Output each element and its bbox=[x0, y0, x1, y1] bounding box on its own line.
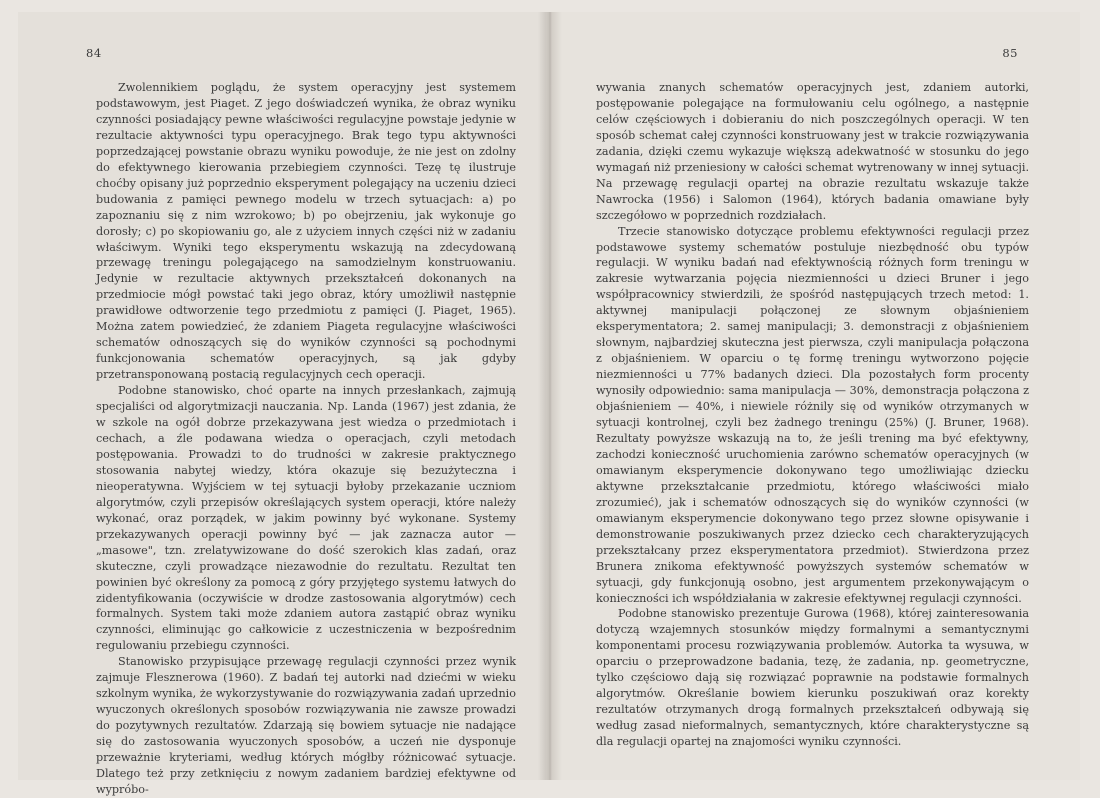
page-number: 85 bbox=[1002, 46, 1018, 60]
page-body bbox=[96, 80, 516, 798]
paragraph: Podobne stanowisko, choć oparte na innych przesłankach, zajmują specjaliści od algorytmizacji nauczania. Np. Landa (1967) jest zdania, że w szkole na ogół dobrze przekazywana jest wiedza o przedmiotach i cechach, a źle podawana wiedza o operacjach, czyli metodach postępowania. Prowadzi to do trudności w zakresie praktycznego stosowania nabytej wiedzy, która okazuje się bezużyteczna i nieoperatywna. Wyjściem w tej sytuacji byłoby przekazanie uczniom algorytmów, czyli przepisów określających system operacji, które należy wykonać, oraz porządek, w jakim powinny być wykonane. Systemy przekazywanych operacji powinny być — jak zaznacza autor — „masowe", tzn. zrelatywizowane do dość szerokich klas zadań, oraz skuteczne, czyli prowadzące niezawodnie do rezultatu. Rezultat ten powinien być określony za pomocą z góry przyjętego systemu łatwych do zidentyfikowania (oczywiście w drodze zastosowania algorytmów) cech formalnych. System taki może zdaniem autora zastąpić obraz wyniku czynności, eliminując go całkowicie z uczestniczenia w bezpośrednim regulowaniu przebiegu czynności. bbox=[96, 384, 516, 653]
paragraph: Stanowisko przypisujące przewagę regulacji czynności przez wynik zajmuje Flesznerowa (1960). Z badań tej autorki nad dziećmi w wieku szkolnym wynika, że wykorzystywanie do rozwiązywania zadań uprzednio wyuczonych określonych sposobów rozwiązywania nie zawsze prowadzi do pozytywnych rezultatów. Zdarzają się bowiem sytuacje nie nadające się do zastosowania wyuczonych sposobów, a uczeń nie dysponuje przeważnie kryteriami, według których mógłby różnicować sytuacje. Dlatego też przy zetknięciu z nowym zadaniem bardziej efektywne od wypróbo- bbox=[96, 655, 516, 796]
paragraph: Podobne stanowisko prezentuje Gurowa (1968), której zainteresowania dotyczą wzajemnych stosunków między formalnymi a semantycznymi komponentami procesu rozwiązywania problemów. Autorka ta wysuwa, w oparciu o przeprowadzone badania, tezę, że zadania, np. geometryczne, tylko częściowo dają się rozwiązać poprawnie na podstawie formalnych algorytmów. Określanie bowiem kierunku poszukiwań oraz korekty rezultatów otrzymanych drogą formalnych przekształceń odbywają się według zasad nieformalnych, semantycznych, które charakterystyczne są dla regulacji opartej na znajomości wyniku czynności. bbox=[596, 607, 1029, 749]
book-gutter bbox=[538, 12, 562, 780]
paragraph: Trzecie stanowisko dotyczące problemu efektywności regulacji przez podstawowe systemy schematów postuluje niezbędność obu typów regulacji. W wyniku badań nad efektywnością różnych form treningu w zakresie wytwarzania pojęcia niezmienności u dzieci Bruner i jego współpracownicy stwierdzili, że spośród następujących trzech metod: 1. aktywnej manipulacji połączonej ze słownym objaśnieniem eksperymentatora; 2. samej manipulacji; 3. demonstracji z objaśnieniem słownym, najbardziej skuteczna jest pierwsza, czyli manipulacja połączona z objaśnieniem. W oparciu o tę formę treningu wytworzono pojęcie niezmienności u 77% badanych dzieci. Dla pozostałych form procenty wynosiły odpowiednio: sama manipulacja — 30%, demonstracja połączona z objaśnieniem — 40%, i niewiele różnily się od wyników otrzymanych w sytuacji kontrolnej, czyli bez żadnego treningu (25%) (J. Bruner, 1968). Rezultaty powyższe wskazują na to, że jeśli trening ma być efektywny, zachodzi konieczność uruchomienia zarówno schematów operacyjnych (w omawianym eksperymencie dokonywano tego umożliwiając dziecku aktywne przekształcanie przedmiotu, którego właściwości miało zrozumieć), jak i schematów odnoszących się do wyników czynności (w omawianym eksperymencie dokonywano tego przez słowne opisywanie i demonstrowanie poszukiwanych przez dziecko cech charakteryzujących przekształcany przez eksperymentatora przedmiot). Stwierdzona przez Brunera znikoma efektywność powyższych systemów schematów w sytuacji, gdy funkcjonują osobno, jest argumentem przekonywającym o konieczności ich współdziałania w zakresie efektywnej regulacji czynności. bbox=[596, 224, 1029, 605]
right-page bbox=[546, 12, 1080, 780]
book-spread bbox=[18, 12, 1080, 796]
paragraph: wywania znanych schematów operacyjnych jest, zdaniem autorki, postępowanie polegające na formułowaniu celu ogólnego, a następnie celów częściowych i dobieraniu do nich poszczególnych operacji. W ten sposób schemat całej czynności konstruowany jest w trakcie rozwiązywania zadania, dzięki czemu wykazuje większą adekwatność w stosunku do jego wymagań niż przeniesiony w całości schemat wytrenowany w innej sytuacji. Na przewagę regulacji opartej na obrazie rezultatu wskazuje także Nawrocka (1956) i Salomon (1964), których badania omawiane były szczegółowo w poprzednich rozdziałach. bbox=[596, 81, 1029, 222]
paragraph: Zwolennikiem poglądu, że system operacyjny jest systemem podstawowym, jest Piaget. Z jego doświadczeń wynika, że obraz wyniku czynności posiadający pewne właściwości regulacyjne powstaje jedynie w rezultacie aktywności typu operacyjnego. Brak tego typu aktywności poprzedzającej powstanie obrazu wyniku powoduje, że nie jest on zdolny do efektywnego kierowania przebiegiem czynności. Tezę tę ilustruje choćby opisany już poprzednio eksperyment polegający na uczeniu dzieci budowania z pamięci pewnego modelu w trzech sytuacjach: a) po zapoznaniu się z nim wzrokowo; b) po obejrzeniu, jak wykonuje go dorosły; c) po skopiowaniu go, ale z użyciem innych części niż w zadaniu właściwym. Wyniki tego eksperymentu wskazują na zdecydowaną przewagę treningu polegającego na samodzielnym konstruowaniu. Jedynie w rezultacie aktywnych przekształceń dokonanych na przedmiocie mógł powstać taki jego obraz, który umożliwił następnie prawidłowe odtworzenie tego przedmiotu z pamięci (J. Piaget, 1965). Można zatem powiedzieć, że zdaniem Piageta regulacyjne właściwości schematów odnoszących się do wyników czynności są pochodnymi funkcjonowania schematów operacyjnych, są jak gdyby przetransponowaną postacią regulacyjnych cech operacji. bbox=[96, 81, 516, 382]
page-body bbox=[596, 80, 1029, 750]
page-number: 84 bbox=[86, 46, 102, 60]
left-page bbox=[18, 12, 546, 796]
